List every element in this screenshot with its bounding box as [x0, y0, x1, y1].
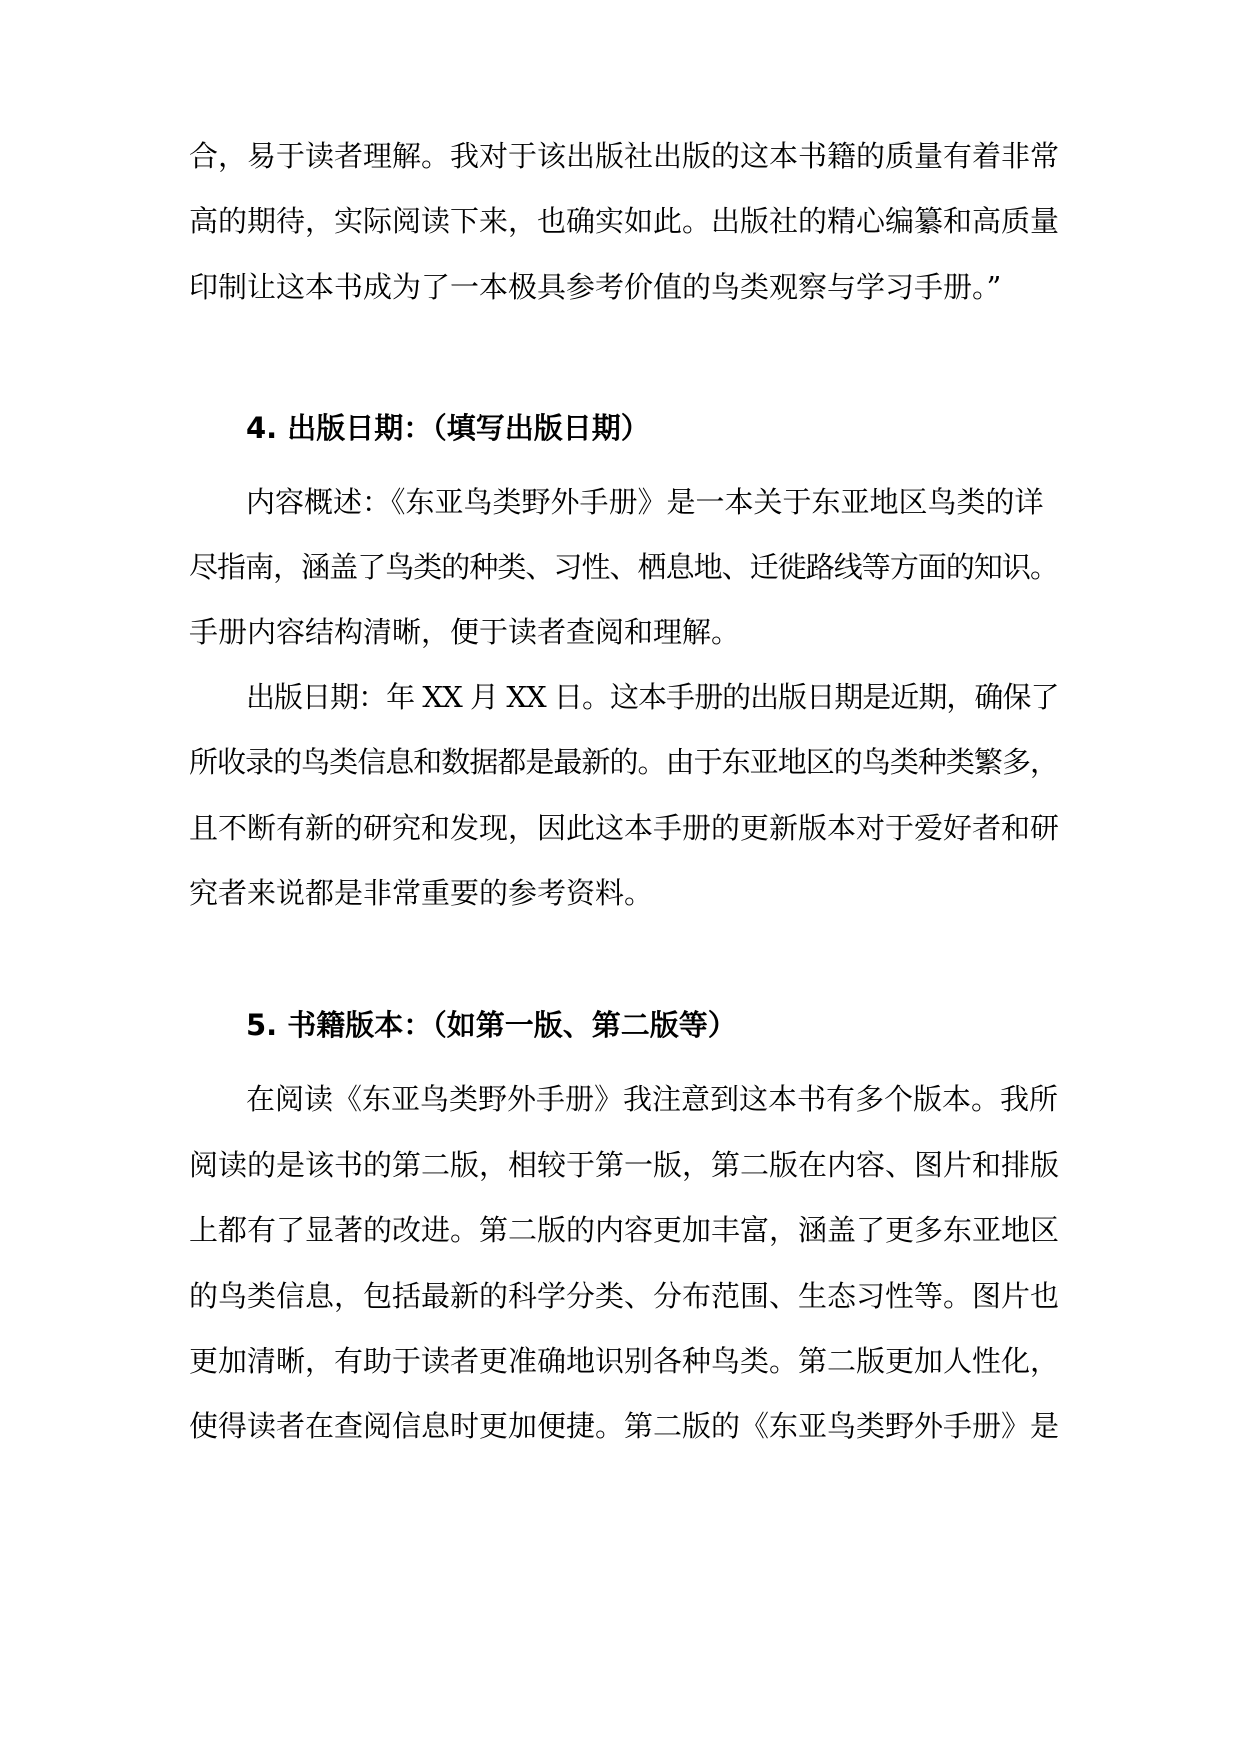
paragraph-line: 合，易于读者理解。我对于该出版社出版的这本书籍的质量有着非常: [189, 139, 1060, 173]
paragraph-line: 阅读的是该书的第二版，相较于第一版，第二版在内容、图片和排版: [189, 1148, 1060, 1182]
section-heading-book-edition: 5. 书籍版本：（如第一版、第二版等）: [246, 1008, 737, 1042]
paragraph-line: 印制让这本书成为了一本极具参考价值的鸟类观察与学习手册。”: [189, 270, 1002, 304]
section-heading-publication-date: 4. 出版日期：（填写出版日期）: [246, 411, 650, 445]
paragraph-line: 更加清晰，有助于读者更准确地识别各种鸟类。第二版更加人性化，: [189, 1344, 1060, 1378]
paragraph-line: 究者来说都是非常重要的参考资料。: [189, 876, 654, 910]
paragraph-line: 上都有了显著的改进。第二版的内容更加丰富，涵盖了更多东亚地区: [189, 1213, 1060, 1247]
paragraph-line: 尽指南，涵盖了鸟类的种类、习性、栖息地、迁徙路线等方面的知识。: [189, 550, 1059, 584]
paragraph-line: 的鸟类信息，包括最新的科学分类、分布范围、生态习性等。图片也: [189, 1279, 1060, 1313]
paragraph-line: 在阅读《东亚鸟类野外手册》我注意到这本书有多个版本。我所: [246, 1082, 1059, 1116]
paragraph-line: 手册内容结构清晰，便于读者查阅和理解。: [189, 615, 741, 649]
paragraph-line: 内容概述：《东亚鸟类野外手册》是一本关于东亚地区鸟类的详: [246, 485, 1044, 519]
paragraph-line: 且不断有新的研究和发现，因此这本手册的更新版本对于爱好者和研: [189, 811, 1060, 845]
paragraph-line: 高的期待，实际阅读下来，也确实如此。出版社的精心编纂和高质量: [189, 204, 1060, 238]
paragraph-line: 所收录的鸟类信息和数据都是最新的。由于东亚地区的鸟类种类繁多，: [189, 745, 1059, 779]
paragraph-line: 使得读者在查阅信息时更加便捷。第二版的《东亚鸟类野外手册》是: [189, 1409, 1060, 1443]
paragraph-line: 出版日期：年 XX 月 XX 日。这本手册的出版日期是近期，确保了: [246, 680, 1059, 714]
